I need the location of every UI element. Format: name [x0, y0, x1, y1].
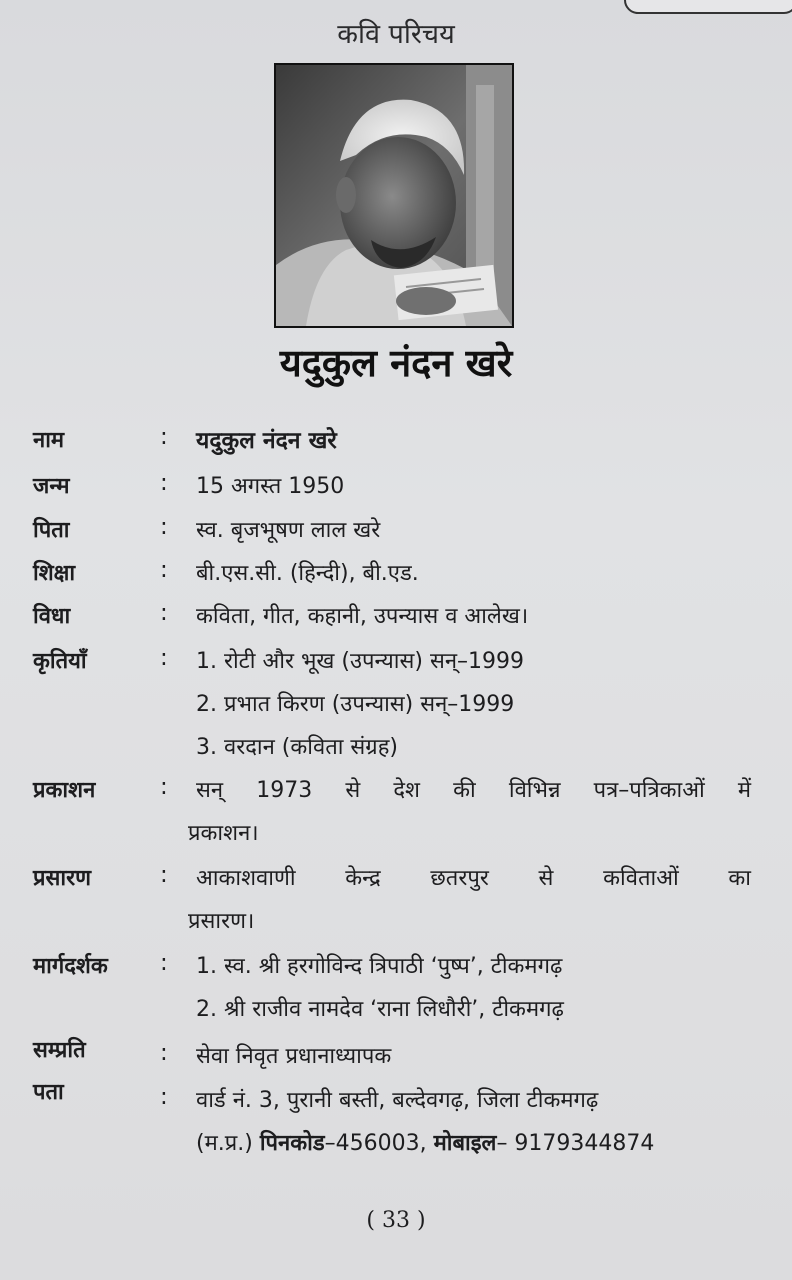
krtiyan-item: 2. प्रभात किरण (उपन्यास) सन्–1999 — [196, 692, 515, 717]
label-naam: नाम — [33, 428, 65, 453]
label-pata: पता — [33, 1080, 64, 1105]
pincode-value: –456003, — [324, 1131, 427, 1156]
value-prakashan-line1: सन् 1973 से देश की विभिन्न पत्र–पत्रिकाओं में — [196, 778, 751, 803]
margdarshak-item: 1. स्व. श्री हरगोविन्द त्रिपाठी ‘पुष्प’, टीकमगढ़ — [196, 954, 563, 979]
value-vidha: कविता, गीत, कहानी, उपन्यास व आलेख। — [196, 604, 529, 629]
label-janm: जन्म — [33, 474, 70, 499]
separator: : — [160, 1084, 168, 1110]
label-krtiyan: कृतियाँ — [33, 649, 87, 674]
separator: : — [160, 862, 168, 888]
mobile-label: मोबाइल — [433, 1131, 497, 1156]
value-prasaran-line2: प्रसारण। — [188, 909, 255, 934]
value-prakashan-line2: प्रकाशन। — [188, 821, 259, 846]
page-title: कवि परिचय — [337, 19, 455, 50]
separator: : — [160, 424, 168, 450]
mobile-value: – 9179344874 — [496, 1131, 655, 1156]
value-prasaran-line1: आकाशवाणी केन्द्र छतरपुर से कविताओं का — [196, 866, 751, 891]
label-prasaran: प्रसारण — [33, 866, 91, 891]
pincode-label: पिनकोड — [259, 1131, 325, 1156]
label-pita: पिता — [33, 518, 70, 543]
separator: : — [160, 557, 168, 583]
label-vidha: विधा — [33, 604, 71, 629]
value-pita: स्व. बृजभूषण लाल खरे — [196, 518, 381, 543]
poet-name-heading: यदुकुल नंदन खरे — [279, 341, 513, 385]
value-janm: 15 अगस्त 1950 — [196, 474, 345, 499]
value-naam: यदुकुल नंदन खरे — [196, 428, 337, 454]
separator: : — [160, 600, 168, 626]
separator: : — [160, 774, 168, 800]
label-prakashan: प्रकाशन — [33, 778, 96, 803]
label-margdarshak: मार्गदर्शक — [33, 954, 108, 979]
label-samprati: सम्प्रति — [33, 1038, 86, 1063]
separator: : — [160, 470, 168, 496]
krtiyan-item: 1. रोटी और भूख (उपन्यास) सन्–1999 — [196, 649, 525, 674]
value-shiksha: बी.एस.सी. (हिन्दी), बी.एड. — [196, 561, 419, 586]
page-number: ( 33 ) — [366, 1208, 426, 1233]
margdarshak-item: 2. श्री राजीव नामदेव ‘राना लिधौरी’, टीकमगढ़ — [196, 997, 564, 1022]
value-samprati: सेवा निवृत प्रधानाध्यापक — [196, 1044, 392, 1069]
value-pata-line1: वार्ड नं. 3, पुरानी बस्ती, बल्देवगढ़, जिला टीकमगढ़ — [196, 1088, 599, 1113]
value-pata-line2 — [196, 1127, 654, 1157]
krtiyan-item: 3. वरदान (कविता संग्रह) — [196, 735, 398, 760]
separator: : — [160, 950, 168, 976]
separator: : — [160, 514, 168, 540]
address-state: (म.प्र.) — [196, 1131, 253, 1156]
separator: : — [160, 645, 168, 671]
separator: : — [160, 1040, 168, 1066]
label-shiksha: शिक्षा — [33, 561, 76, 586]
